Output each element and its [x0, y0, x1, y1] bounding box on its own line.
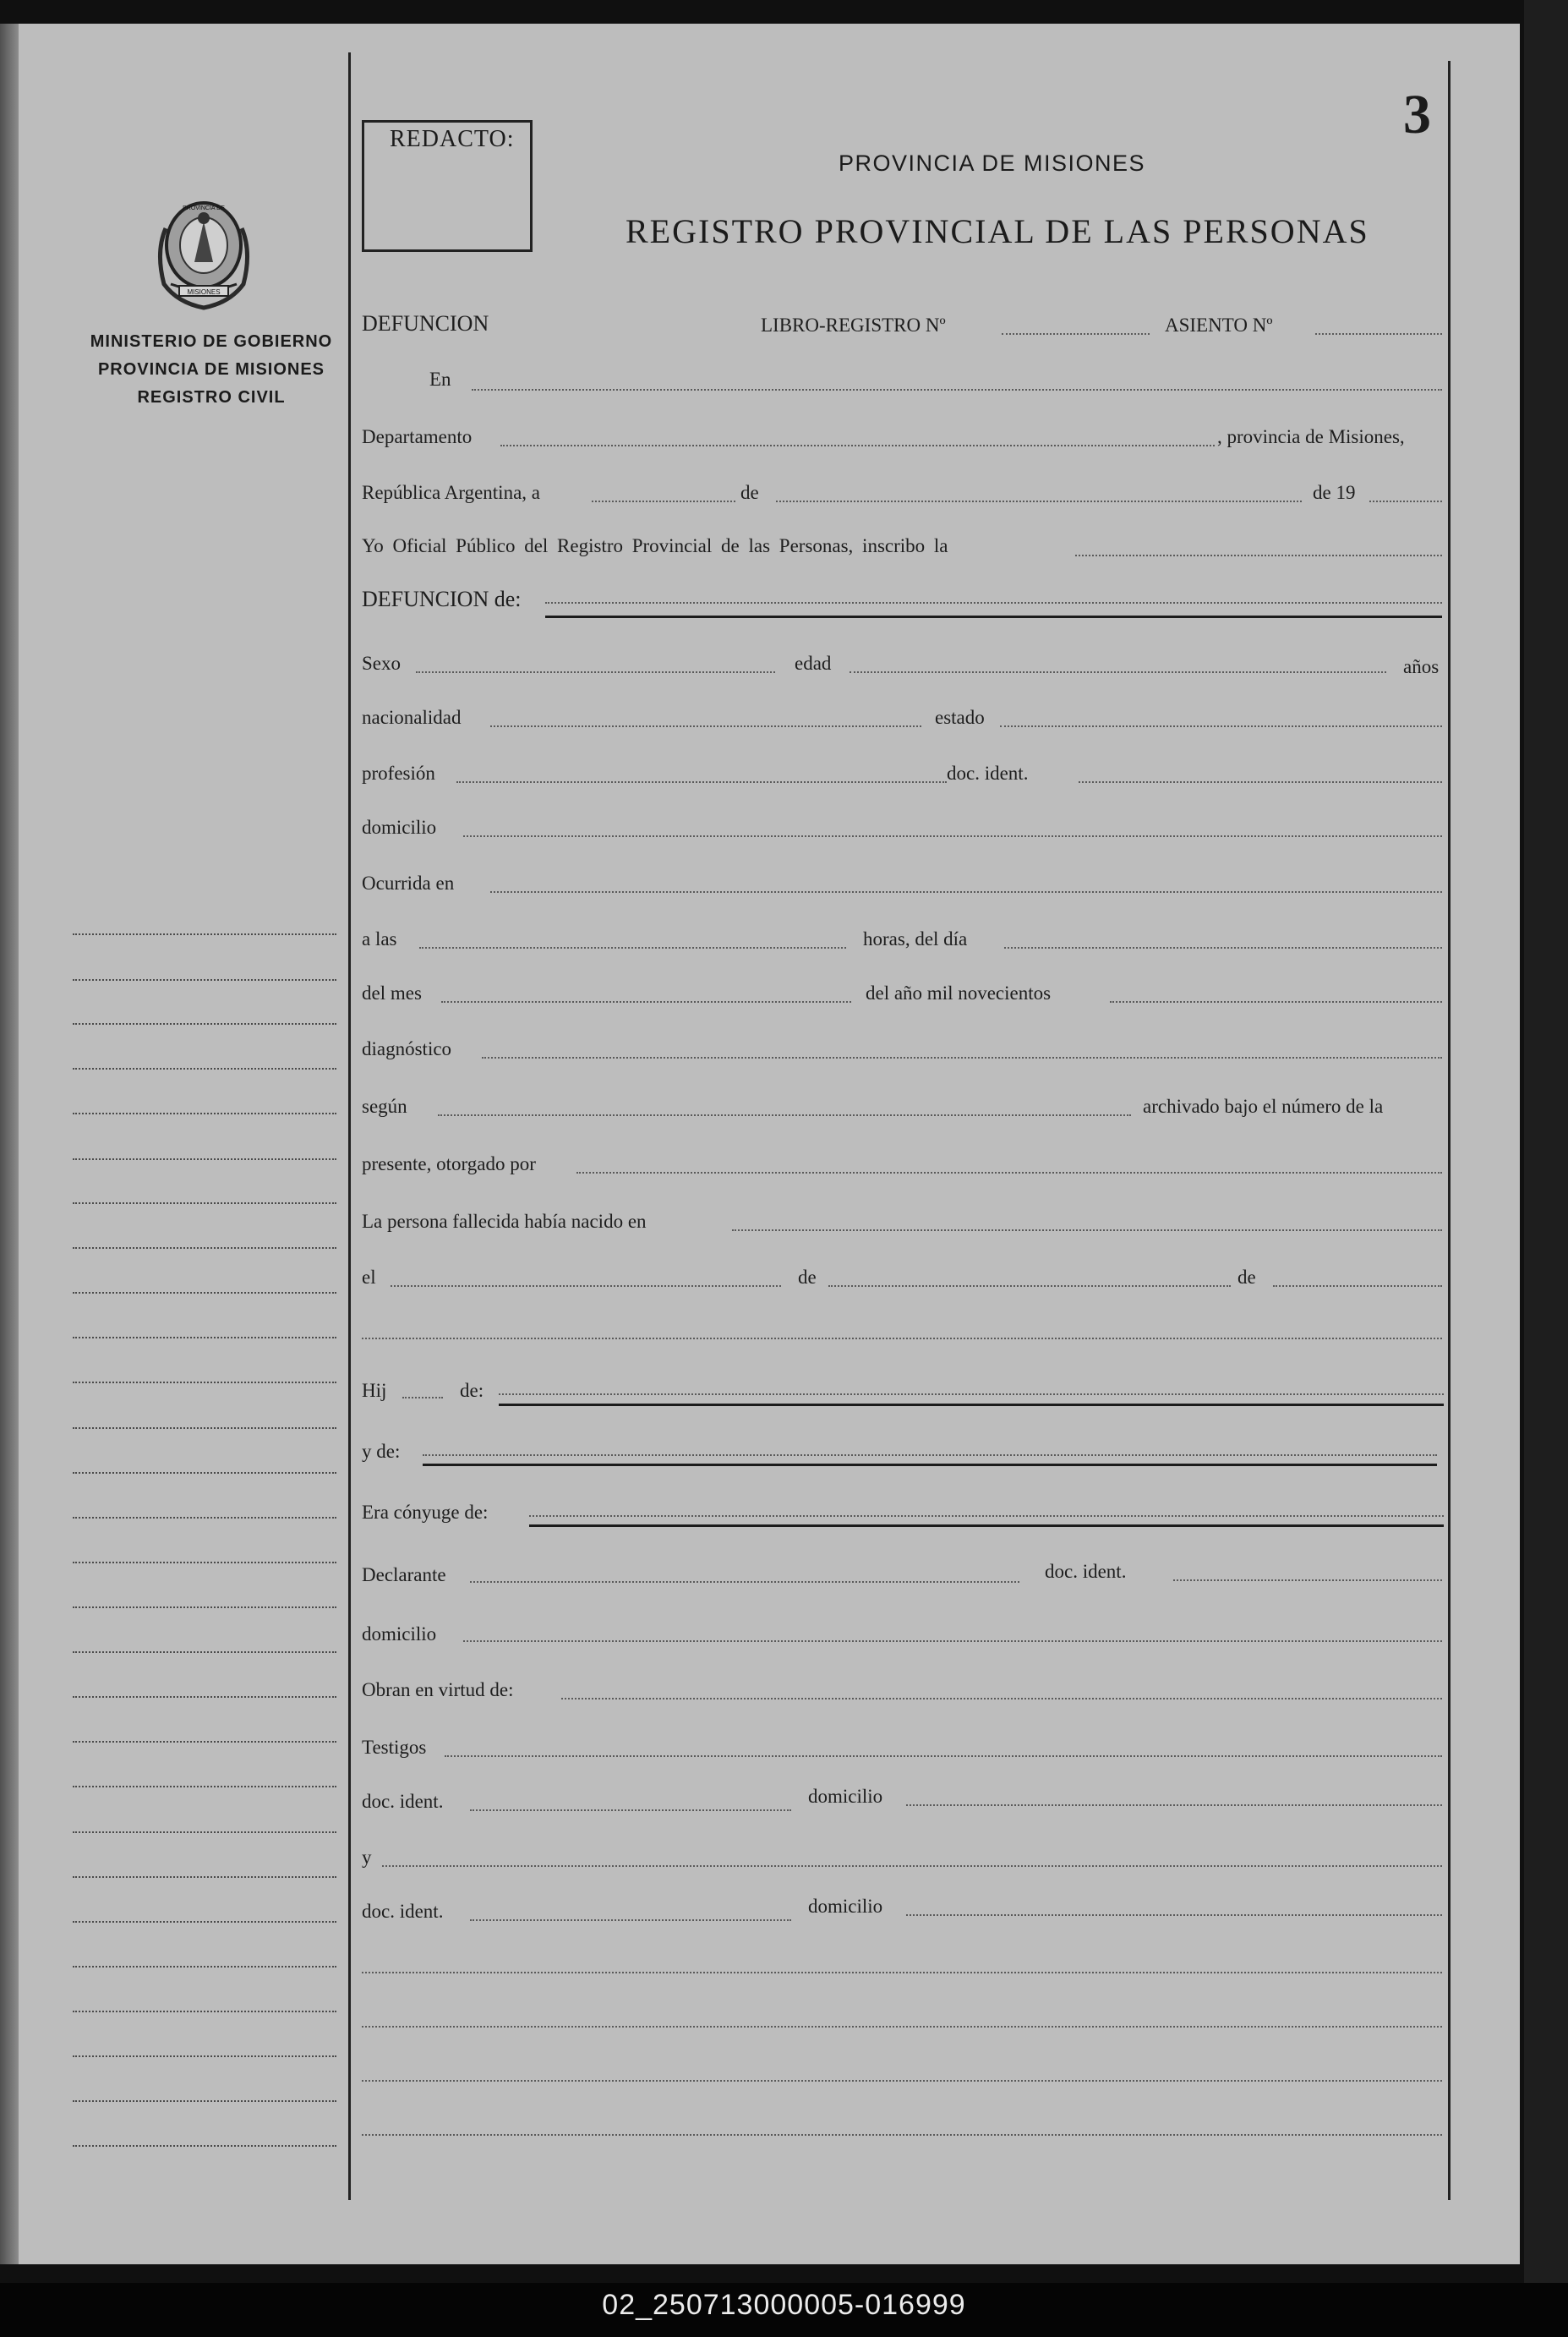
mes-nacimiento-field[interactable]: [828, 1285, 1231, 1287]
de-19-label: de 19: [1313, 482, 1356, 503]
nacionalidad-field[interactable]: [490, 725, 921, 727]
domicilio-label: domicilio: [362, 817, 437, 838]
testigos-label: Testigos: [362, 1737, 427, 1758]
margin-line[interactable]: [73, 1562, 336, 1563]
obran-label: Obran en virtud de:: [362, 1679, 514, 1700]
asiento-field[interactable]: [1315, 333, 1442, 335]
hij-label: Hij: [362, 1380, 387, 1401]
segun-field[interactable]: [438, 1114, 1131, 1116]
left-vertical-rule: [348, 52, 351, 2200]
anio-fallecimiento-field[interactable]: [1110, 1001, 1442, 1003]
image-id-caption: 02_250713000005-016999: [602, 2289, 966, 2321]
madre-underline: [423, 1464, 1437, 1466]
margin-line[interactable]: [73, 1202, 336, 1204]
profesion-field[interactable]: [456, 781, 947, 783]
yo-oficial-label: Yo Oficial Público del Registro Provincial de las Personas, inscribo la: [362, 535, 948, 556]
margin-line[interactable]: [73, 1337, 336, 1338]
sexo-label: Sexo: [362, 653, 401, 674]
persona-nacido-label: La persona fallecida había nacido en: [362, 1211, 647, 1232]
margin-line[interactable]: [73, 1651, 336, 1653]
margin-line[interactable]: [73, 1113, 336, 1114]
testigo-2-domicilio-label: domicilio: [808, 1896, 883, 1917]
declarante-doc-ident-field[interactable]: [1173, 1579, 1442, 1581]
anio-nacimiento-field[interactable]: [1273, 1285, 1442, 1287]
edad-field[interactable]: [850, 671, 1386, 673]
segun-label: según: [362, 1096, 407, 1117]
defuncion-label: DEFUNCION: [362, 311, 489, 336]
defuncion-de-field[interactable]: [545, 602, 1442, 604]
testigo-1-doc-label: doc. ident.: [362, 1791, 444, 1812]
testigo-1-domicilio-field[interactable]: [906, 1804, 1442, 1806]
mes-field[interactable]: [776, 501, 1302, 502]
redacto-label: REDACTO:: [390, 126, 515, 152]
inscribo-field[interactable]: [1075, 555, 1442, 556]
madre-field[interactable]: [423, 1454, 1437, 1456]
margin-line[interactable]: [73, 2100, 336, 2102]
conyuge-label: Era cónyuge de:: [362, 1502, 489, 1523]
libro-registro-label: LIBRO-REGISTRO Nº: [761, 315, 946, 336]
ministry-line-1: MINISTERIO DE GOBIERNO: [90, 332, 333, 351]
margin-line[interactable]: [73, 1831, 336, 1833]
edad-label: edad: [795, 653, 832, 674]
estado-label: estado: [935, 707, 985, 728]
testigo-2-doc-field[interactable]: [470, 1919, 791, 1921]
margin-line[interactable]: [73, 1696, 336, 1698]
registry-title: REGISTRO PROVINCIAL DE LAS PERSONAS: [626, 212, 1369, 250]
en-field[interactable]: [472, 389, 1442, 391]
blank-line[interactable]: [362, 2080, 1442, 2082]
dia-nacimiento-field[interactable]: [391, 1285, 781, 1287]
profesion-label: profesión: [362, 763, 435, 784]
blank-line[interactable]: [362, 2026, 1442, 2028]
provincial-emblem-icon: [145, 184, 262, 313]
doc-ident-label: doc. ident.: [947, 763, 1029, 784]
margin-line[interactable]: [73, 1472, 336, 1474]
a-las-label: a las: [362, 928, 397, 950]
hora-field[interactable]: [419, 947, 846, 949]
asiento-label: ASIENTO Nº: [1165, 315, 1273, 336]
testigo-1-domicilio-label: domicilio: [808, 1786, 883, 1807]
declarante-doc-ident-label: doc. ident.: [1045, 1561, 1127, 1582]
testigo-1-field[interactable]: [445, 1755, 1442, 1757]
margin-line[interactable]: [73, 2011, 336, 2012]
page-number: 3: [1403, 84, 1431, 145]
ministry-line-2: PROVINCIA DE MISIONES: [97, 360, 325, 379]
padre-underline: [499, 1404, 1444, 1406]
y-de-label: y de:: [362, 1441, 401, 1462]
emblem-top-text: PROVINCIA DE: [183, 205, 225, 211]
de-label-3: de: [1237, 1267, 1256, 1288]
dia-fallecimiento-field[interactable]: [1004, 947, 1442, 949]
ministry-block: [85, 328, 338, 412]
blank-line[interactable]: [362, 2134, 1442, 2136]
margin-line[interactable]: [73, 2055, 336, 2057]
el-label: el: [362, 1267, 376, 1288]
estado-field[interactable]: [1000, 725, 1442, 727]
margin-line[interactable]: [73, 1247, 336, 1249]
domicilio-field[interactable]: [463, 835, 1442, 837]
margin-line[interactable]: [73, 1741, 336, 1743]
ocurrida-en-field[interactable]: [490, 891, 1442, 893]
del-ano-label: del año mil novecientos: [866, 982, 1052, 1004]
republica-label: República Argentina, a: [362, 482, 540, 503]
otorgado-por-field[interactable]: [576, 1172, 1442, 1174]
presente-label: presente, otorgado por: [362, 1153, 536, 1174]
right-vertical-rule: [1448, 61, 1451, 2200]
anio-field[interactable]: [1369, 501, 1442, 502]
margin-line[interactable]: [73, 1292, 336, 1294]
margin-line[interactable]: [73, 1382, 336, 1383]
margin-line[interactable]: [73, 1068, 336, 1070]
blank-line[interactable]: [362, 1338, 1442, 1339]
testigo-2-domicilio-field[interactable]: [906, 1914, 1442, 1916]
redacto-box: [362, 120, 533, 252]
hij-suffix-field[interactable]: [402, 1397, 443, 1398]
dia-field[interactable]: [592, 501, 735, 502]
margin-line[interactable]: [73, 1606, 336, 1608]
sexo-field[interactable]: [416, 671, 775, 673]
declarante-domicilio-label: domicilio: [362, 1623, 437, 1645]
margin-line[interactable]: [73, 1921, 336, 1923]
defuncion-de-underline: [545, 616, 1442, 618]
margin-line[interactable]: [73, 1786, 336, 1787]
testigo-2-doc-label: doc. ident.: [362, 1901, 444, 1922]
conyuge-field[interactable]: [529, 1515, 1444, 1517]
margin-line[interactable]: [73, 1876, 336, 1878]
margin-line[interactable]: [73, 933, 336, 935]
testigo-1-doc-field[interactable]: [470, 1809, 791, 1811]
declarante-label: Declarante: [362, 1564, 446, 1585]
defuncion-de-label: DEFUNCION de:: [362, 587, 522, 611]
hij-de-label: de:: [460, 1380, 484, 1401]
ministry-line-3: REGISTRO CIVIL: [137, 388, 286, 407]
margin-line[interactable]: [73, 1158, 336, 1160]
testigo-2-field[interactable]: [382, 1865, 1442, 1867]
nacionalidad-label: nacionalidad: [362, 707, 462, 728]
margin-line[interactable]: [73, 979, 336, 981]
book-edge: [1524, 0, 1568, 2283]
anos-label: años: [1403, 656, 1440, 677]
book-spine: [0, 24, 19, 2264]
departamento-label: Departamento: [362, 426, 473, 447]
horas-del-dia-label: horas, del día: [863, 928, 968, 950]
emblem-bottom-text: MISIONES: [187, 288, 221, 296]
mes-fallecimiento-field[interactable]: [441, 1001, 851, 1003]
de-label: de: [740, 482, 759, 503]
provincia-misiones-label: , provincia de Misiones,: [1217, 426, 1405, 447]
province-title: PROVINCIA DE MISIONES: [839, 151, 1146, 176]
margin-line[interactable]: [73, 2145, 336, 2147]
lugar-nacimiento-field[interactable]: [732, 1229, 1442, 1231]
diagnostico-label: diagnóstico: [362, 1038, 452, 1059]
en-label: En: [429, 369, 451, 390]
archivado-label: archivado bajo el número de la: [1143, 1096, 1384, 1117]
declarante-domicilio-field[interactable]: [463, 1640, 1442, 1642]
margin-line[interactable]: [73, 1427, 336, 1429]
margin-line[interactable]: [73, 1517, 336, 1519]
obran-field[interactable]: [561, 1698, 1442, 1699]
declarante-field[interactable]: [470, 1581, 1019, 1583]
de-label-2: de: [798, 1267, 817, 1288]
doc-ident-field[interactable]: [1079, 781, 1442, 783]
blank-line[interactable]: [362, 1972, 1442, 1973]
del-mes-label: del mes: [362, 982, 422, 1004]
conyuge-underline: [529, 1524, 1444, 1527]
ocurrida-en-label: Ocurrida en: [362, 873, 455, 894]
departamento-field[interactable]: [500, 445, 1215, 446]
y-label: y: [362, 1847, 372, 1868]
diagnostico-field[interactable]: [482, 1057, 1442, 1059]
margin-line[interactable]: [73, 1023, 336, 1025]
libro-registro-field[interactable]: [1002, 333, 1150, 335]
padre-field[interactable]: [499, 1393, 1444, 1395]
margin-line[interactable]: [73, 1966, 336, 1968]
